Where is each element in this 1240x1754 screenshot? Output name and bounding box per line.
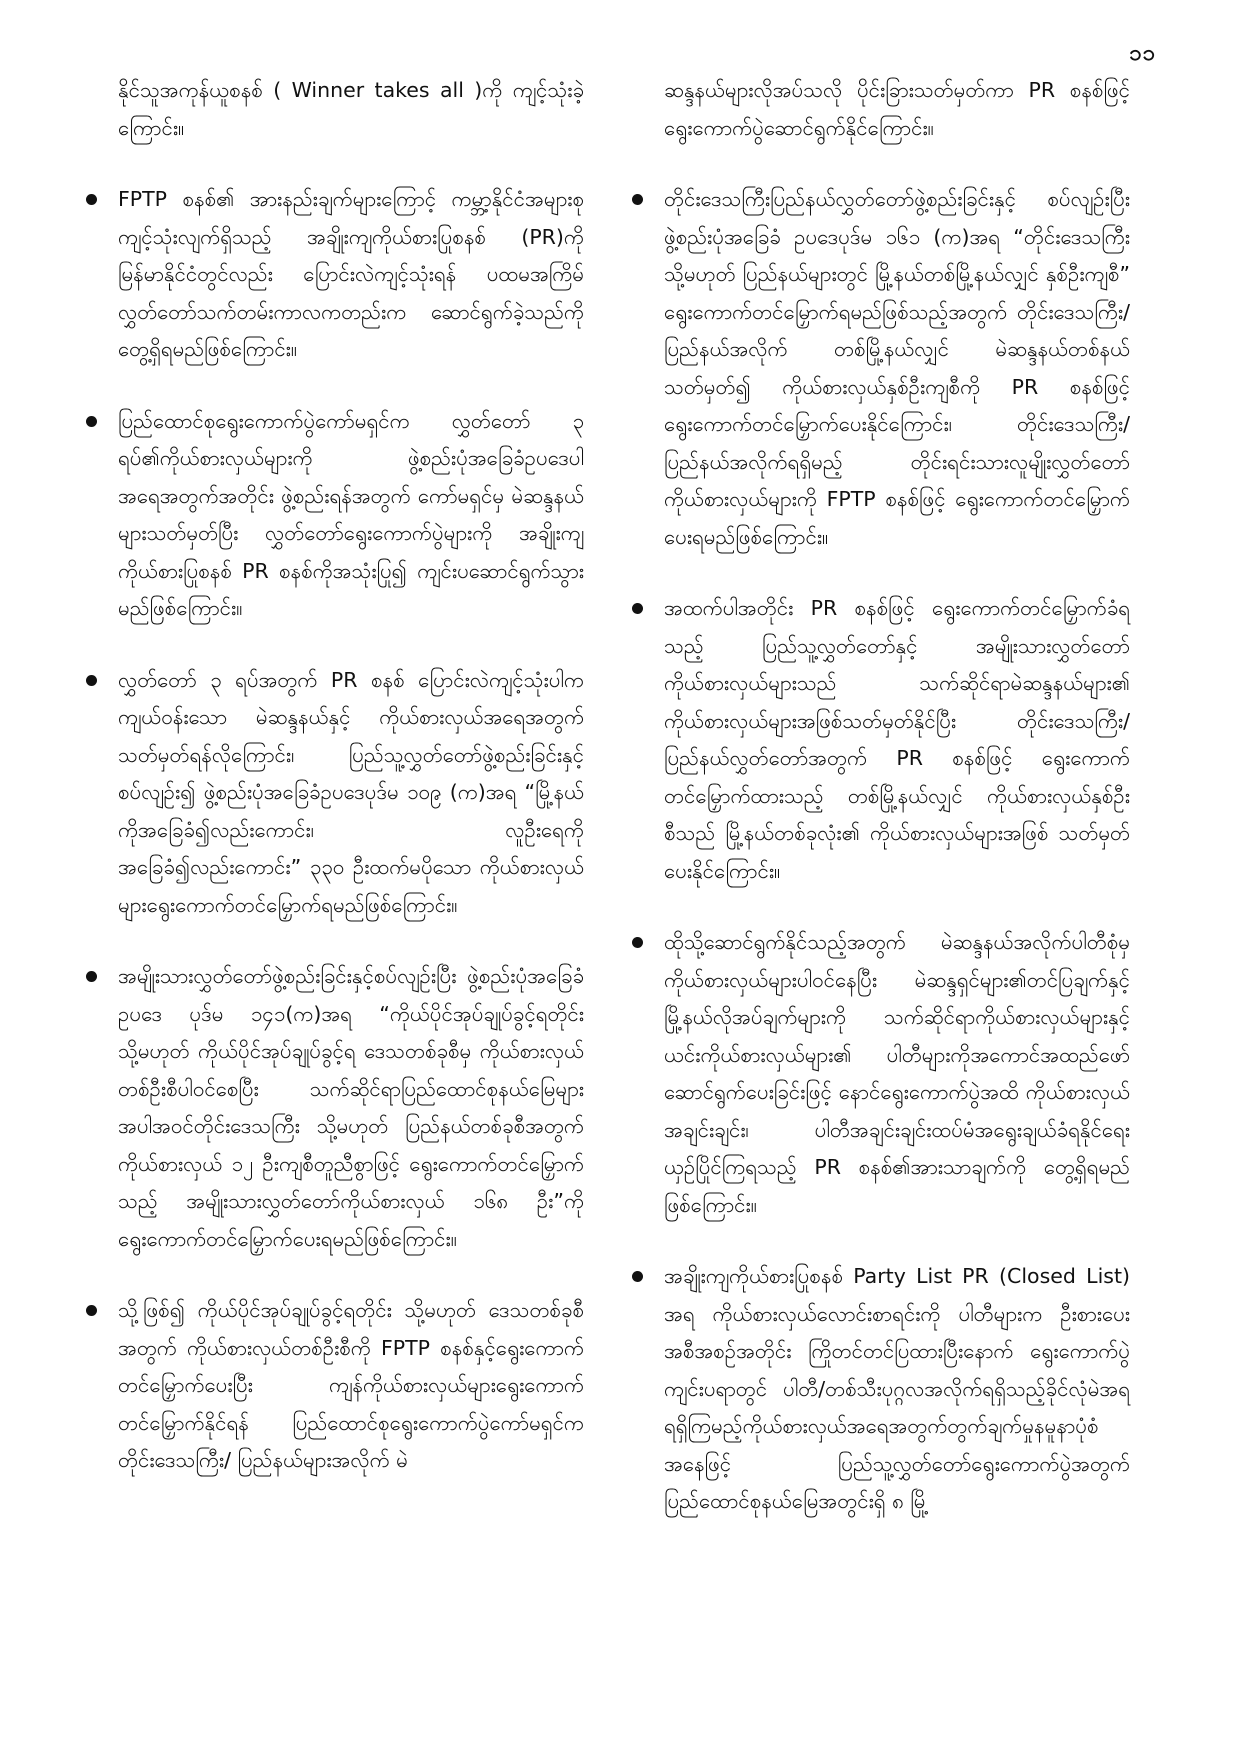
bullet-item xyxy=(84,958,584,1258)
bullet-text: အမျိုးသားလွှတ်တော်ဖွဲ့စည်းခြင်းနှင့်စပ်လျဉ်းပြီး ဖွဲ့စည်းပုံအခြေခံဥပဒေ ပုဒ်မ ၁၄၁(က)အရ “ကိုယ်ပိုင်အုပ်ချုပ်ခွင့်ရတိုင်း သို့မဟုတ် ကိုယ်ပိုင်အုပ်ချုပ်ခွင့်ရ ဒေသတစ်ခုစီမှ ကိုယ်စားလှယ်တစ်ဦးစီပါဝင်စေပြီး သက်ဆိုင်ရာပြည်ထောင်စုနယ်မြေများအပါအဝင်တိုင်းဒေသကြီး သို့မဟုတ် ပြည်နယ်တစ်ခုစီအတွက် ကိုယ်စားလှယ် ၁၂ ဦးကျစီတူညီစွာဖြင့် ရွေးကောက်တင်မြှောက်သည့် အမျိုးသားလွှတ်တော်ကိုယ်စားလှယ် ၁၆၈ ဦး”ကို ရွေးကောက်တင်မြှောက်ပေးရမည်ဖြစ်ကြောင်း။ xyxy=(118,964,584,1251)
bullet-text: FPTP စနစ်၏ အားနည်းချက်များကြောင့် ကမ္ဘာ့နိုင်ငံအများစုကျင့်သုံးလျက်ရှိသည့် အချိုးကျကိုယ်စားပြုစနစ် (PR)ကို မြန်မာနိုင်ငံတွင်လည်း ပြောင်းလဲကျင့်သုံးရန် ပထမအကြိမ်လွှတ်တော်သက်တမ်းကာလကတည်းက ဆောင်ရွက်ခဲ့သည်ကို တွေ့ရှိရမည်ဖြစ်ကြောင်း။ xyxy=(118,187,584,361)
bullet-icon xyxy=(86,675,97,686)
bullet-item xyxy=(84,403,584,628)
bullet-item xyxy=(84,1292,584,1480)
page-number: ၁၁ xyxy=(1129,41,1156,66)
bullet-item xyxy=(84,181,584,369)
bullet-icon xyxy=(632,603,643,614)
bullet-text: တိုင်းဒေသကြီးပြည်နယ်လွှတ်တော်ဖွဲ့စည်းခြင်းနှင့် စပ်လျဉ်းပြီး ဖွဲ့စည်းပုံအခြေခံ ဥပဒေပုဒ်မ ၁၆၁ (က)အရ “တိုင်းဒေသကြီး သို့မဟုတ် ပြည်နယ်များတွင် မြို့နယ်တစ်မြို့နယ်လျှင် နှစ်ဦးကျစီ” ရွေးကောက်တင်မြှောက်ရမည်ဖြစ်သည့်အတွက် တိုင်းဒေသကြီး/ ပြည်နယ်အလိုက် တစ်မြို့နယ်လျှင် မဲဆန္ဒနယ်တစ်နယ် သတ်မှတ်၍ ကိုယ်စားလှယ်နှစ်ဦးကျစီကို PR စနစ်ဖြင့် ရွေးကောက်တင်မြှောက်ပေးနိုင်ကြောင်း၊ တိုင်းဒေသကြီး/ပြည်နယ်အလိုက်ရရှိမည့် တိုင်းရင်းသားလူမျိုးလွှတ်တော်ကိုယ်စားလှယ်များကို FPTP စနစ်ဖြင့် ရွေးကောက်တင်မြှောက်ပေးရမည်ဖြစ်ကြောင်း။ xyxy=(664,187,1130,549)
bullet-item xyxy=(84,662,584,925)
bullet-text: အထက်ပါအတိုင်း PR စနစ်ဖြင့် ရွေးကောက်တင်မြှောက်ခံရသည့် ပြည်သူ့လွှတ်တော်နှင့် အမျိုးသားလွှတ်တော်ကိုယ်စားလှယ်များသည် သက်ဆိုင်ရာမဲဆန္ဒနယ်များ၏ ကိုယ်စားလှယ်များအဖြစ်သတ်မှတ်နိုင်ပြီး တိုင်းဒေသကြီး/ ပြည်နယ်လွှတ်တော်အတွက် PR စနစ်ဖြင့် ရွေးကောက်တင်မြှောက်ထားသည့် တစ်မြို့နယ်လျှင် ကိုယ်စားလှယ်နှစ်ဦးစီသည် မြို့နယ်တစ်ခုလုံး၏ ကိုယ်စားလှယ်များအဖြစ် သတ်မှတ်ပေးနိုင်ကြောင်း။ xyxy=(664,596,1130,883)
left-column xyxy=(84,72,584,1514)
bullet-item xyxy=(630,924,1130,1224)
bullet-text: ပြည်ထောင်စုရွေးကောက်ပွဲကော်မရှင်က လွှတ်တော် ၃ ရပ်၏ကိုယ်စားလှယ်များကို ဖွဲ့စည်းပုံအခြေခံဥပဒေပါအရေအတွက်အတိုင်း ဖွဲ့စည်းရန်အတွက် ကော်မရှင်မှ မဲဆန္ဒနယ်များသတ်မှတ်ပြီး လွှတ်တော်ရွေးကောက်ပွဲများကို အချိုးကျကိုယ်စားပြုစနစ် PR စနစ်ကိုအသုံးပြု၍ ကျင်းပဆောင်ရွက်သွားမည်ဖြစ်ကြောင်း။ xyxy=(118,408,584,620)
bullet-item xyxy=(630,590,1130,890)
bullet-icon xyxy=(632,937,643,948)
bullet-text: လွှတ်တော် ၃ ရပ်အတွက် PR စနစ် ပြောင်းလဲကျင့်သုံးပါက ကျယ်ဝန်းသော မဲဆန္ဒနယ်နှင့် ကိုယ်စားလှယ်အရေအတွက်သတ်မှတ်ရန်လိုကြောင်း၊ ပြည်သူ့လွှတ်တော်ဖွဲ့စည်းခြင်းနှင့်စပ်လျဉ်း၍ ဖွဲ့စည်းပုံအခြေခံဥပဒေပုဒ်မ ၁၀၉ (က)အရ “မြို့နယ်ကိုအခြေခံ၍လည်းကောင်း၊ လူဦးရေကို အခြေခံ၍လည်းကောင်း” ၃၃၀ ဦးထက်မပိုသော ကိုယ်စားလှယ်များရွေးကောက်တင်မြှောက်ရမည်ဖြစ်ကြောင်း။ xyxy=(118,667,584,917)
bullet-icon xyxy=(86,1305,97,1316)
bullet-text: ထိုသို့ဆောင်ရွက်နိုင်သည့်အတွက် မဲဆန္ဒနယ်အလိုက်ပါတီစုံမှ ကိုယ်စားလှယ်များပါဝင်နေပြီး မဲဆန္ဒရှင်များ၏တင်ပြချက်နှင့် မြို့နယ်လိုအပ်ချက်များကို သက်ဆိုင်ရာကိုယ်စားလှယ်များနှင့် ယင်းကိုယ်စားလှယ်များ၏ ပါတီများကိုအကောင်အထည်ဖော်ဆောင်ရွက်ပေးခြင်းဖြင့် နောင်ရွေးကောက်ပွဲအထိ ကိုယ်စားလှယ်အချင်းချင်း၊ ပါတီအချင်းချင်းထပ်မံအရွေးချယ်ခံရနိုင်ရေး ယှဉ်ပြိုင်ကြရသည့် PR စနစ်၏အားသာချက်ကို တွေ့ရှိရမည်ဖြစ်ကြောင်း။ xyxy=(664,930,1130,1217)
bullet-item xyxy=(630,1258,1130,1521)
continued-paragraph: နိုင်သူအကုန်ယူစနစ် ( Winner takes all )ကို ကျင့်သုံးခဲ့ကြောင်း။ xyxy=(118,78,584,140)
bullet-icon xyxy=(86,416,97,427)
bullet-item xyxy=(630,181,1130,556)
bullet-text: အချိုးကျကိုယ်စားပြုစနစ် Party List PR (Closed List) အရ ကိုယ်စားလှယ်လောင်းစာရင်းကို ပါတီများက ဦးစားပေးအစီအစဉ်အတိုင်း ကြိုတင်တင်ပြထားပြီးနောက် ရွေးကောက်ပွဲကျင်းပရာတွင် ပါတီ/တစ်သီးပုဂ္ဂလအလိုက်ရရှိသည့်ခိုင်လုံမဲအရ ရရှိကြမည့်ကိုယ်စားလှယ်အရေအတွက်တွက်ချက်မှုနမူနာပုံစံအနေဖြင့် ပြည်သူ့လွှတ်တော်ရွေးကောက်ပွဲအတွက် ပြည်ထောင်စုနယ်မြေအတွင်းရှိ ၈ မြို့ xyxy=(664,1264,1130,1513)
bullet-icon xyxy=(632,194,643,205)
bullet-icon xyxy=(632,1271,643,1282)
right-column xyxy=(630,72,1130,1555)
bullet-text: သို့ဖြစ်၍ ကိုယ်ပိုင်အုပ်ချုပ်ခွင့်ရတိုင်း သို့မဟုတ် ဒေသတစ်ခုစီအတွက် ကိုယ်စားလှယ်တစ်ဦးစီကို FPTP စနစ်နှင့်ရွေးကောက်တင်မြှောက်ပေးပြီး ကျန်ကိုယ်စားလှယ်များရွေးကောက်တင်မြှောက်နိုင်ရန် ပြည်ထောင်စုရွေးကောက်ပွဲကော်မရှင်က တိုင်းဒေသကြီး/ ပြည်နယ်များအလိုက် မဲ xyxy=(118,1298,584,1472)
continued-paragraph: ဆန္ဒနယ်များလိုအပ်သလို ပိုင်းခြားသတ်မှတ်ကာ PR စနစ်ဖြင့် ရွေးကောက်ပွဲဆောင်ရွက်နိုင်ကြောင်း။ xyxy=(664,78,1130,140)
bullet-icon xyxy=(86,971,97,982)
bullet-icon xyxy=(86,194,97,205)
